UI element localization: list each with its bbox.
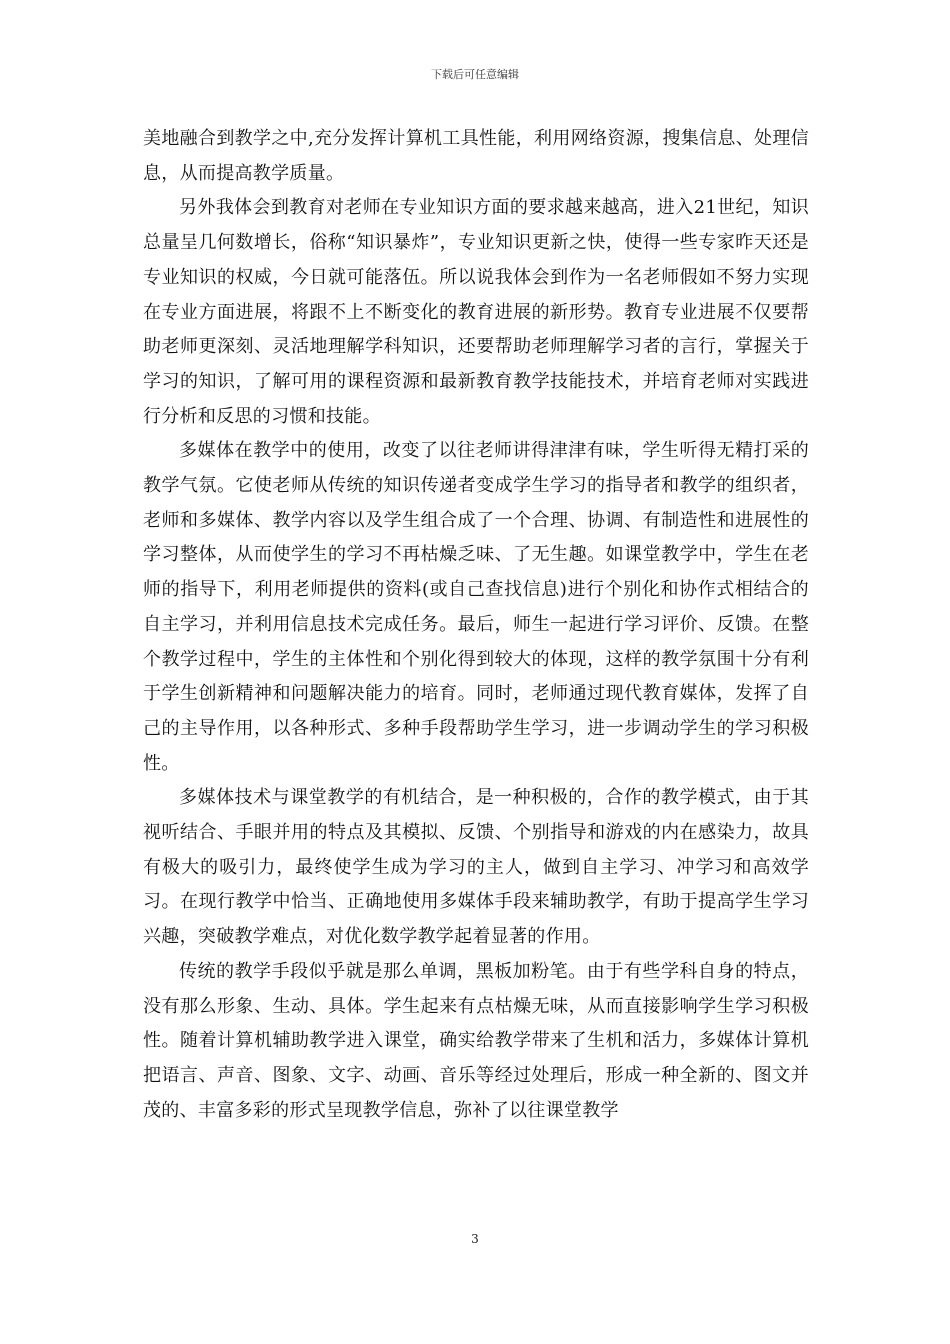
document-body [143, 122, 809, 1128]
paragraph-continuation: 美地融合到教学之中,充分发挥计算机工具性能，利用网络资源，搜集信息、处理信息，从而提高教学质量。 [143, 128, 809, 184]
paragraph-multimedia-integration: 多媒体技术与课堂教学的有机结合，是一种积极的，合作的教学模式，由于其视听结合、手眼并用的特点及其模拟、反馈、个别指导和游戏的内在感染力，故具有极大的吸引力，最终使学生成为学习的主人，做到自主学习、冲学习和高效学习。在现行教学中恰当、正确地使用多媒体手段来辅助教学，有助于提高学生学习兴趣，突破教学难点，对优化数学教学起着显著的作用。 [143, 787, 809, 948]
page-header: 下载后可任意编辑 [431, 68, 519, 81]
page-number: 3 [471, 1232, 479, 1246]
paragraph-teacher-expertise: 另外我体会到教育对老师在专业知识方面的要求越来越高，进入21世纪，知识总量呈几何数增长，俗称“知识暴炸”，专业知识更新之快，使得一些专家昨天还是专业知识的权威，今日就可能落伍。所以说我体会到作为一名老师假如不努力实现在专业方面进展，将跟不上不断变化的教育进展的新形势。教育专业进展不仅要帮助老师更深刻、灵活地理解学科知识，还要帮助老师理解学习者的言行，掌握关于学习的知识，了解可用的课程资源和最新教育教学技能技术，并培育老师对实践进行分析和反思的习惯和技能。 [143, 197, 809, 427]
paragraph-traditional-methods: 传统的教学手段似乎就是那么单调，黑板加粉笔。由于有些学科自身的特点，没有那么形象、生动、具体。学生起来有点枯燥无味，从而直接影响学生学习积极性。随着计算机辅助教学进入课堂，确实给教学带来了生机和活力，多媒体计算机把语言、声音、图象、文字、动画、音乐等经过处理后，形成一种全新的、图文并茂的、丰富多彩的形式呈现教学信息，弥补了以往课堂教学 [143, 960, 809, 1121]
paragraph-multimedia-usage: 多媒体在教学中的使用，改变了以往老师讲得津津有味，学生听得无精打采的教学气氛。它使老师从传统的知识传递者变成学生学习的指导者和教学的组织者，老师和多媒体、教学内容以及学生组合成了一个合理、协调、有制造性和进展性的学习整体，从而使学生的学习不再枯燥乏味、了无生趣。如课堂教学中，学生在老师的指导下，利用老师提供的资料(或自己查找信息)进行个别化和协作式相结合的自主学习，并利用信息技术完成任务。最后，师生一起进行学习评价、反馈。在整个教学过程中，学生的主体性和个别化得到较大的体现，这样的教学氛围十分有利于学生创新精神和问题解决能力的培育。同时，老师通过现代教育媒体，发挥了自己的主导作用，以各种形式、多种手段帮助学生学习，进一步调动学生的学习积极性。 [143, 440, 809, 774]
